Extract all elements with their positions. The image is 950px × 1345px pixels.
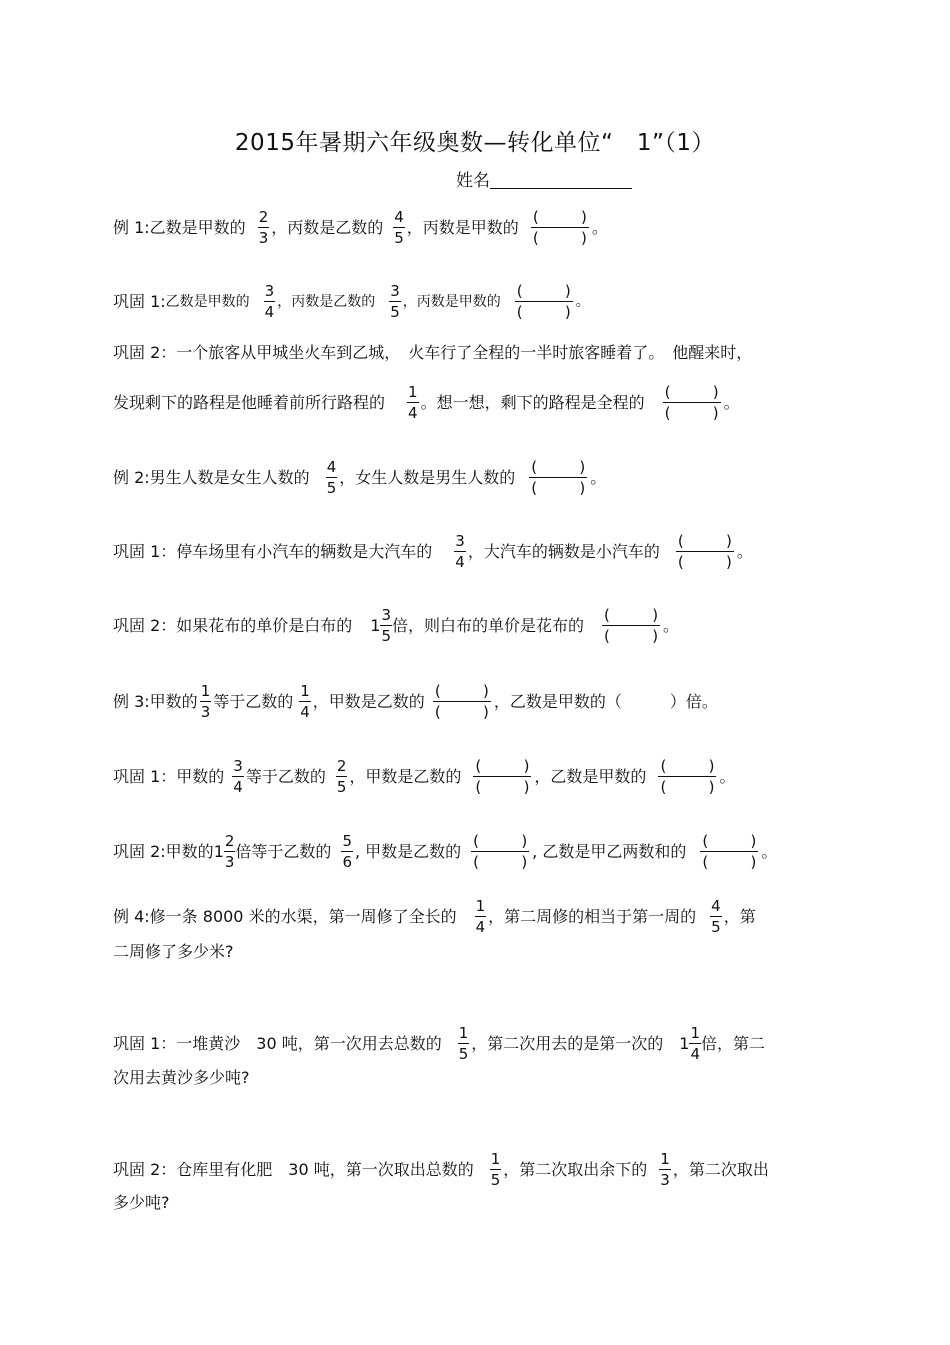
denominator: 3 xyxy=(660,1171,670,1189)
whole-part: 1 xyxy=(370,615,381,635)
question-text: ，丙数是乙数的 xyxy=(271,217,384,237)
question-end: 。 xyxy=(591,217,608,237)
answer-blank-fraction[interactable]: ( ) ( ) xyxy=(516,282,571,321)
denominator: 5 xyxy=(336,778,347,796)
answer-blank-fraction[interactable]: ( ) ( ) xyxy=(531,458,586,497)
fraction xyxy=(689,1024,701,1063)
numerator: 2 xyxy=(224,832,235,850)
fraction xyxy=(264,282,276,321)
answer-blank-fraction[interactable]: ( ) ( ) xyxy=(604,606,659,645)
question-end: 。 xyxy=(761,841,778,861)
practice-label: 巩固 2: xyxy=(113,841,166,861)
fraction xyxy=(393,208,405,247)
practice-2d-line2 xyxy=(113,1193,170,1213)
question-text: 停车场里有小汽车的辆数是大汽车的 xyxy=(176,541,433,561)
question-text: ，大汽车的辆数是小汽车的 xyxy=(467,541,660,561)
answer-blank-fraction[interactable]: ( ) ( ) xyxy=(677,532,732,571)
question-text: 男生人数是女生人数的 xyxy=(149,467,310,487)
numerator: 4 xyxy=(711,897,721,915)
question-text: ，第二周修的相当于第一周的 xyxy=(488,906,697,926)
answer-blank-fraction[interactable]: ( ) ( ) xyxy=(475,757,530,796)
question-text: 多少吨? xyxy=(113,1193,170,1212)
page-title: 2015年暑期六年级奥数—转化单位“ 1”（1） xyxy=(234,130,716,156)
numerator: 1 xyxy=(490,1150,501,1168)
numerator: 2 xyxy=(336,757,347,775)
fraction xyxy=(341,832,353,871)
numerator: 3 xyxy=(233,757,243,775)
practice-2a-line2 xyxy=(113,383,740,422)
question-text: 等于乙数的 xyxy=(213,691,294,711)
example-3 xyxy=(113,682,718,721)
fraction xyxy=(200,682,212,721)
fraction xyxy=(458,1024,470,1063)
question-end: 。 xyxy=(663,615,680,635)
question-end: 。 xyxy=(590,467,607,487)
practice-label: 巩固 1: xyxy=(113,291,166,311)
answer-blank-fraction[interactable]: ( ) ( ) xyxy=(532,208,587,247)
fraction xyxy=(490,1150,502,1189)
question-text: 发现剩下的路程是他睡着前所行路程的 xyxy=(113,392,386,412)
numerator: 1 xyxy=(660,1150,670,1168)
question-text: 如果花布的单价是白布的 xyxy=(176,615,353,635)
denominator: 3 xyxy=(200,703,211,721)
question-text: ，丙数是甲数的 xyxy=(402,293,501,310)
denominator: 5 xyxy=(326,479,337,497)
question-text: ，第二次取出 xyxy=(672,1159,769,1179)
fraction xyxy=(299,682,311,721)
question-text: ，甲数是乙数的 xyxy=(349,766,462,786)
question-text: 乙数是甲数的 xyxy=(149,217,246,237)
question-end: 。 xyxy=(723,392,740,412)
question-text: 仓库里有化肥 30 吨，第一次取出总数的 xyxy=(176,1159,474,1179)
name-field[interactable] xyxy=(456,166,632,191)
numerator: 1 xyxy=(690,1024,701,1042)
question-text: 一堆黄沙 30 吨，第一次用去总数的 xyxy=(176,1033,442,1053)
numerator: 1 xyxy=(458,1024,469,1042)
name-blank[interactable] xyxy=(490,170,632,189)
example-1 xyxy=(113,208,608,247)
practice-1d-line2 xyxy=(113,1068,250,1088)
example-2 xyxy=(113,458,606,497)
numerator: 1 xyxy=(408,383,418,401)
numerator: 3 xyxy=(390,282,400,300)
fraction xyxy=(258,208,270,247)
fraction xyxy=(389,282,401,321)
denominator: 4 xyxy=(690,1045,701,1063)
answer-blank-fraction[interactable]: ( ) ( ) xyxy=(434,682,489,721)
denominator: 5 xyxy=(394,229,404,247)
denominator: 6 xyxy=(342,853,352,871)
numerator: 3 xyxy=(381,606,392,624)
question-text: ，甲数是乙数的 xyxy=(312,691,425,711)
denominator: 5 xyxy=(390,303,400,321)
practice-label: 巩固 1： xyxy=(113,1033,177,1053)
question-text: ，女生人数是男生人数的 xyxy=(339,467,516,487)
answer-blank-fraction[interactable]: ( ) ( ) xyxy=(473,832,528,871)
denominator: 4 xyxy=(475,918,486,936)
name-label: 姓名 xyxy=(456,171,490,191)
question-text: ，第二次用去的是第一次的 xyxy=(471,1033,664,1053)
fraction xyxy=(710,897,722,936)
practice-2a-line1 xyxy=(113,343,752,363)
question-text: 倍，第二 xyxy=(701,1033,766,1053)
example-label: 例 3: xyxy=(113,691,150,711)
question-end: 。 xyxy=(575,293,590,310)
practice-1a xyxy=(113,282,590,321)
question-text: 倍等于乙数的 xyxy=(235,841,332,861)
fraction xyxy=(380,606,392,645)
practice-1c xyxy=(113,757,735,796)
mixed-number xyxy=(370,606,392,645)
question-end: 。 xyxy=(736,541,753,561)
question-text: ，乙数是甲数的 xyxy=(534,766,647,786)
question-text: , 甲数是乙数的 xyxy=(354,841,462,861)
practice-label: 巩固 2： xyxy=(113,1159,177,1179)
denominator: 4 xyxy=(300,703,310,721)
practice-2b xyxy=(113,606,679,645)
example-4 xyxy=(113,897,756,936)
question-text: 修一条 8000 米的水渠，第一周修了全长的 xyxy=(149,906,457,926)
fraction xyxy=(407,383,419,422)
question-text: 二周修了多少米? xyxy=(113,942,234,961)
answer-blank-fraction[interactable]: ( ) ( ) xyxy=(664,383,719,422)
question-text: , 乙数是甲乙两数和的 xyxy=(532,841,687,861)
question-text: ，第二次取出余下的 xyxy=(503,1159,648,1179)
question-text: 甲数的 xyxy=(165,841,214,861)
practice-label: 巩固 1： xyxy=(113,766,177,786)
fraction xyxy=(232,757,244,796)
question-text: 等于乙数的 xyxy=(245,766,326,786)
answer-blank-fraction[interactable]: ( ) ( ) xyxy=(660,757,715,796)
question-text: ，丙数是甲数的 xyxy=(406,217,519,237)
fraction xyxy=(659,1150,671,1189)
example-label: 例 1: xyxy=(113,217,150,237)
denominator: 5 xyxy=(490,1171,501,1189)
fraction xyxy=(326,458,338,497)
mixed-number xyxy=(214,832,236,871)
numerator: 1 xyxy=(475,897,486,915)
denominator: 5 xyxy=(458,1045,469,1063)
practice-label: 巩固 1： xyxy=(113,541,177,561)
question-text: 甲数的 xyxy=(176,766,225,786)
denominator: 3 xyxy=(224,853,235,871)
numerator: 3 xyxy=(455,532,465,550)
example-4-line2 xyxy=(113,942,234,962)
numerator: 4 xyxy=(326,458,337,476)
example-label: 例 4: xyxy=(113,906,150,926)
example-label: 例 2: xyxy=(113,467,150,487)
denominator: 5 xyxy=(711,918,721,936)
denominator: 4 xyxy=(264,303,275,321)
fraction xyxy=(454,532,466,571)
question-text: 。想一想，剩下的路程是全程的 xyxy=(420,392,645,412)
denominator: 4 xyxy=(455,553,465,571)
question-text: 巩固 2：一个旅客从甲城坐火车到乙城， 火车行了全程的一半时旅客睡着了。 他醒来时， xyxy=(113,343,753,362)
fraction xyxy=(224,832,236,871)
numerator: 4 xyxy=(394,208,404,226)
denominator: 3 xyxy=(258,229,269,247)
whole-part: 1 xyxy=(679,1033,690,1053)
practice-1d xyxy=(113,1024,765,1063)
answer-blank-fraction[interactable]: ( ) ( ) xyxy=(702,832,757,871)
numerator: 3 xyxy=(264,282,275,300)
mixed-number xyxy=(679,1024,701,1063)
question-text: 次用去黄沙多少吨? xyxy=(113,1068,250,1087)
fraction xyxy=(475,897,487,936)
fraction xyxy=(336,757,348,796)
question-text: ，乙数是甲数的（ ）倍。 xyxy=(493,691,718,711)
denominator: 4 xyxy=(233,778,243,796)
question-text: ，丙数是乙数的 xyxy=(277,293,376,310)
numerator: 5 xyxy=(342,832,352,850)
numerator: 1 xyxy=(300,682,310,700)
practice-1b xyxy=(113,532,753,571)
whole-part: 1 xyxy=(213,841,224,861)
question-text: ，第 xyxy=(723,906,756,926)
numerator: 2 xyxy=(258,208,269,226)
numerator: 1 xyxy=(200,682,211,700)
question-text: 乙数是甲数的 xyxy=(165,293,250,310)
practice-2c xyxy=(113,832,777,871)
denominator: 4 xyxy=(408,404,418,422)
practice-2d xyxy=(113,1150,769,1189)
question-text: 甲数的 xyxy=(149,691,198,711)
denominator: 5 xyxy=(381,627,392,645)
question-end: 。 xyxy=(719,766,736,786)
practice-label: 巩固 2： xyxy=(113,615,177,635)
question-text: 倍，则白布的单价是花布的 xyxy=(392,615,585,635)
